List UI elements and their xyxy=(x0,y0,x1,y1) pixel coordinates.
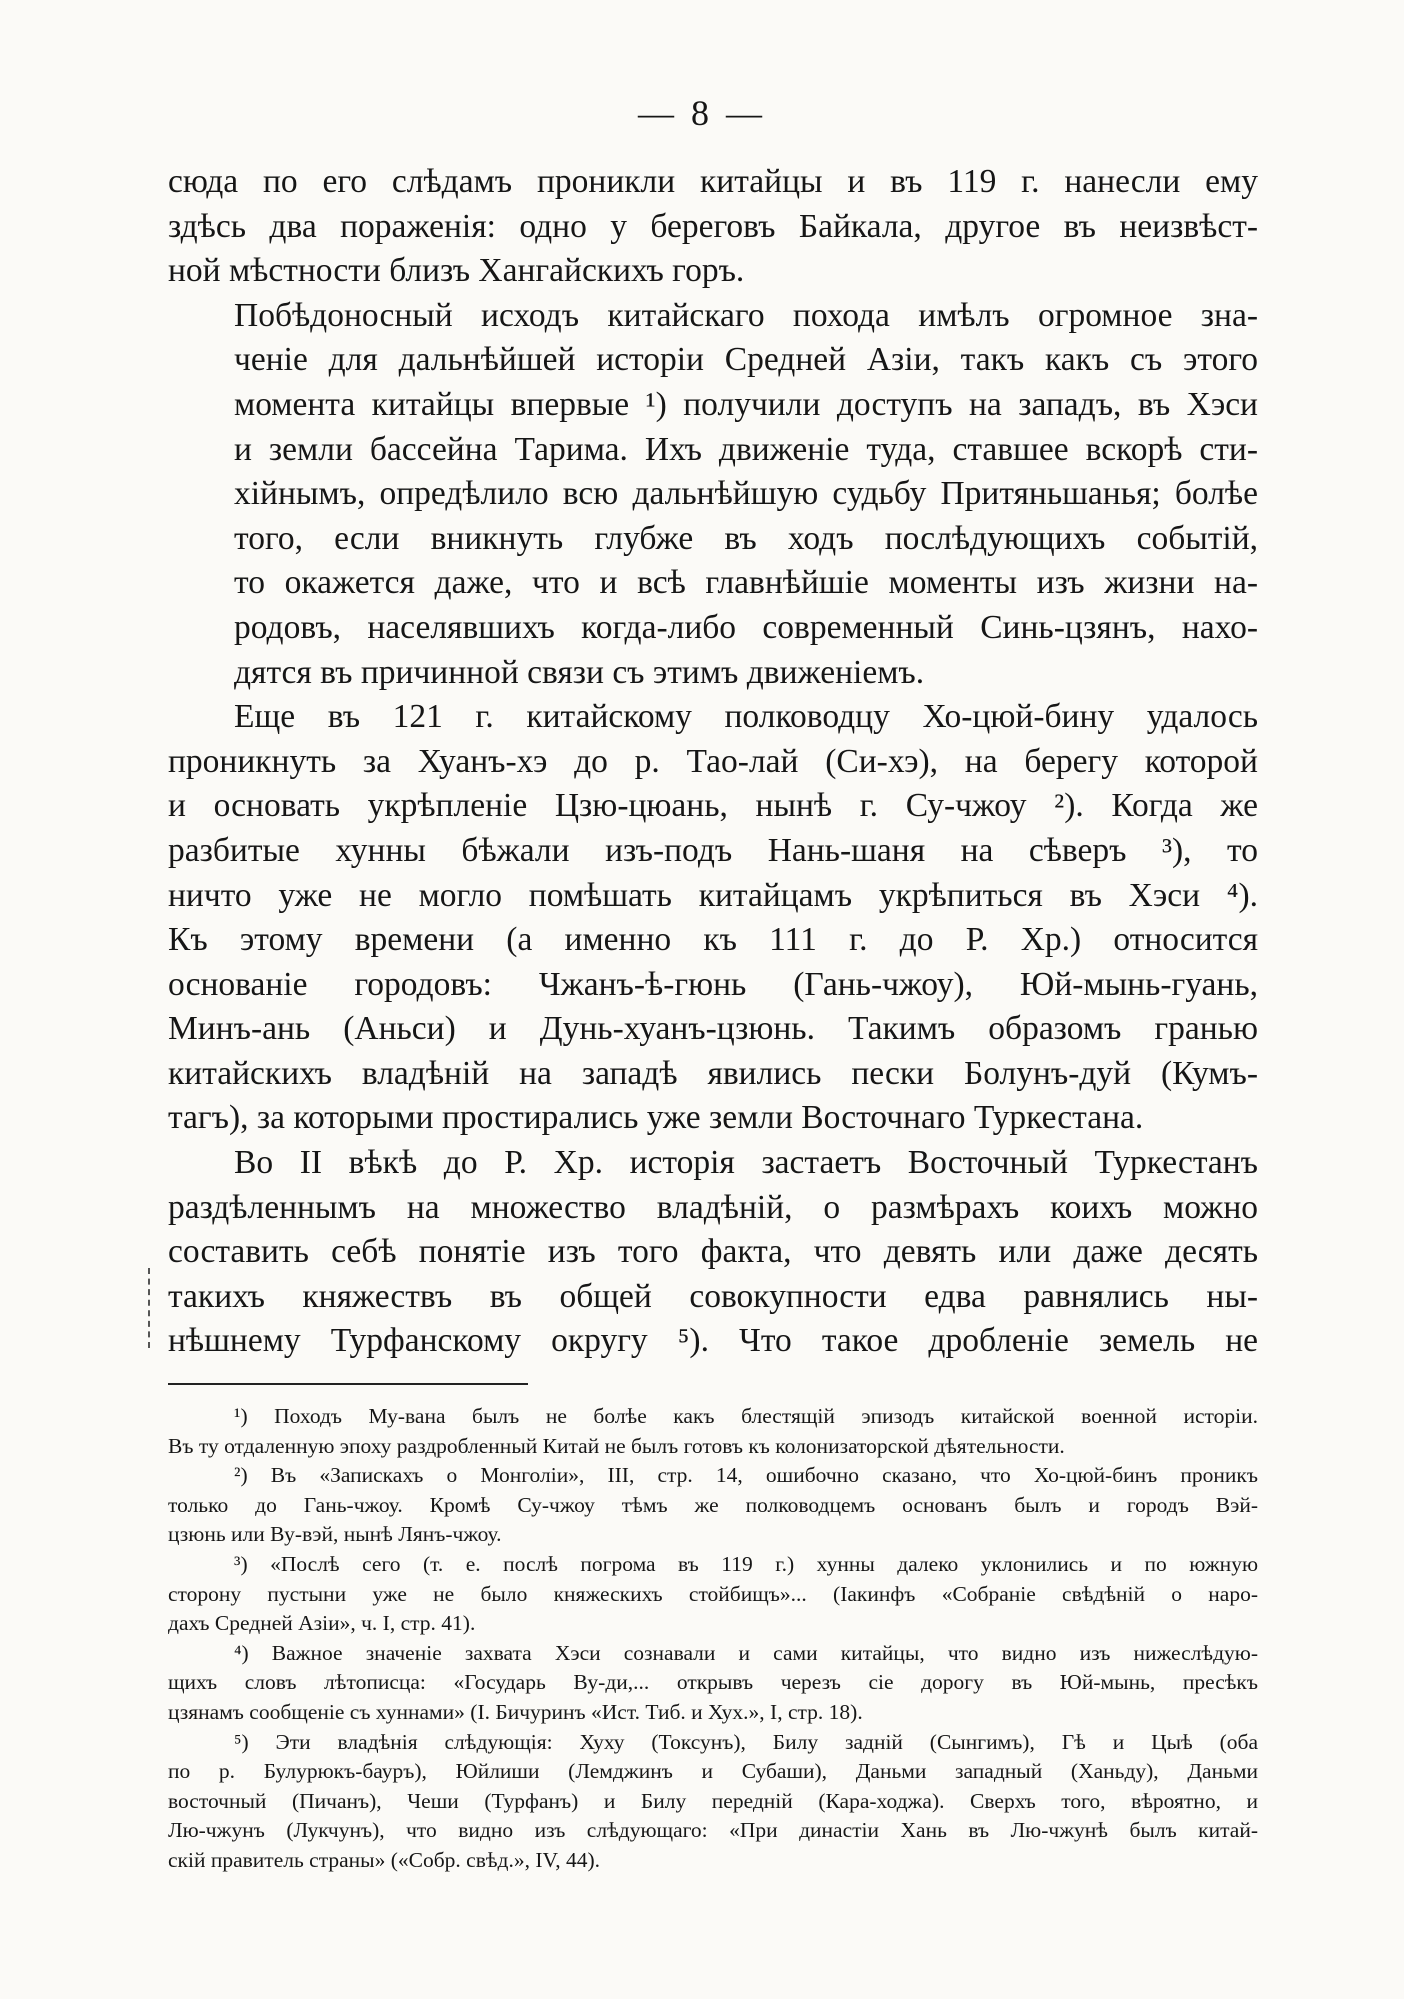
text-line: здѣсь два пораженія: одно у береговъ Байкала, другое въ неизвѣст- xyxy=(168,207,1258,245)
text-line: ченіе для дальнѣйшей исторіи Средней Азіи, такъ какъ съ этого xyxy=(234,341,1258,379)
footnote-2 xyxy=(168,1461,1258,1550)
footnote-line: по р. Булурюкъ-бауръ), Юйлиши (Лемджинъ и Субаши), Даньми западный (Ханьду), Даньми xyxy=(168,1759,1258,1784)
footnote-4 xyxy=(168,1639,1258,1728)
footnote-line: цзюнь или Ву-вэй, нынѣ Лянъ-чжоу. xyxy=(168,1522,502,1547)
paragraph-1 xyxy=(168,160,1258,294)
text-line: нѣшнему Турфанскому округу ⁵). Что такое дробленіе земель не xyxy=(168,1322,1258,1360)
margin-mark xyxy=(148,1268,154,1348)
footnote-line: только до Гань-чжоу. Кромѣ Су-чжоу тѣмъ же полководцемъ основанъ былъ и городъ Вэй- xyxy=(168,1492,1258,1517)
text-line: ной мѣстности близъ Хангайскихъ горъ. xyxy=(168,252,745,290)
text-line: Во II вѣкѣ до Р. Хр. исторія застаетъ Восточный Туркестанъ xyxy=(234,1144,1258,1182)
text-line: дятся въ причинной связи съ этимъ движеніемъ. xyxy=(234,653,925,691)
footnote-line: цзянамъ сообщеніе съ хуннами» (І. Бичуринъ «Ист. Тиб. и Хух.», I, стр. 18). xyxy=(168,1699,863,1724)
text-line: того, если вникнуть глубже въ ходъ послѣдующихъ событій, xyxy=(234,519,1258,557)
text-line: Минъ-ань (Аньси) и Дунь-хуанъ-цзюнь. Такимъ образомъ гранью xyxy=(168,1010,1258,1048)
text-line: такихъ княжествъ въ общей совокупности едва равнялись ны- xyxy=(168,1277,1258,1315)
footnote-separator xyxy=(168,1383,528,1385)
footnote-line: Въ ту отдаленную эпоху раздробленный Китай не былъ готовъ къ колонизаторской дѣятельности. xyxy=(168,1433,1065,1458)
text-line: то окажется даже, что и всѣ главнѣйшіе моменты изъ жизни на- xyxy=(234,564,1258,602)
footnote-line: ⁴) Важное значеніе захвата Хэси сознавали и сами китайцы, что видно изъ нижеслѣдую- xyxy=(234,1640,1258,1665)
footnote-line: восточный (Пичанъ), Чеши (Турфанъ) и Билу передній (Кара-ходжа). Сверхъ того, вѣроятно, и xyxy=(168,1788,1258,1813)
text-line: родовъ, населявшихъ когда-либо современный Синь-цзянъ, нахо- xyxy=(234,608,1258,646)
text-line: Побѣдоносный исходъ китайскаго похода имѣлъ огромное зна- xyxy=(234,296,1258,334)
text-line: основаніе городовъ: Чжанъ-ѣ-гюнь (Гань-чжоу), Юй-мынь-гуань, xyxy=(168,965,1258,1003)
text-line: и основать укрѣпленіе Цзю-цюань, нынѣ г. Су-чжоу ²). Когда же xyxy=(168,787,1258,825)
text-line: момента китайцы впервые ¹) получили доступъ на западъ, въ Хэси xyxy=(234,385,1258,423)
footnote-1 xyxy=(168,1402,1258,1461)
footnote-line: ⁵) Эти владѣнія слѣдующія: Хуху (Токсунъ), Билу задній (Сынгимъ), Гѣ и Цыѣ (оба xyxy=(234,1729,1258,1754)
footnote-line: ²) Въ «Запискахъ о Монголіи», III, стр. 14, ошибочно сказано, что Хо-цюй-бинъ проникъ xyxy=(234,1463,1258,1488)
footnote-line: дахъ Средней Азіи», ч. I, стр. 41). xyxy=(168,1611,476,1636)
paragraph-4 xyxy=(168,1141,1258,1364)
footnote-line: скій правитель страны» («Собр. свѣд.», IV, 44). xyxy=(168,1847,601,1872)
text-line: Еще въ 121 г. китайскому полководцу Хо-цюй-бину удалось xyxy=(234,698,1258,736)
text-line: тагъ), за которыми простирались уже земли Восточнаго Туркестана. xyxy=(168,1099,1144,1137)
paragraph-3 xyxy=(168,695,1258,1141)
footnote-line: щихъ словъ лѣтописца: «Государь Ву-ди,... открывъ черезъ сіе дорогу въ Юй-мынь, пресѣкъ xyxy=(168,1670,1258,1695)
footnote-line: ³) «Послѣ сего (т. е. послѣ погрома въ 119 г.) хунны далеко уклонились и по южную xyxy=(234,1551,1258,1576)
text-line: и земли бассейна Тарима. Ихъ движеніе туда, ставшее вскорѣ сти- xyxy=(234,430,1258,468)
footnote-line: сторону пустыни уже не было княжескихъ стойбищъ»... (Іакинфъ «Собраніе свѣдѣній о наро- xyxy=(168,1581,1258,1606)
text-line: проникнуть за Хуанъ-хэ до р. Тао-лай (Си-хэ), на берегу которой xyxy=(168,742,1258,780)
main-text xyxy=(168,160,1258,1364)
text-line: китайскихъ владѣній на западѣ явились пески Болунъ-дуй (Кумъ- xyxy=(168,1054,1258,1092)
footnote-line: Лю-чжунъ (Лукчунъ), что видно изъ слѣдующаго: «При династіи Хань въ Лю-чжунѣ былъ китай- xyxy=(168,1818,1258,1843)
footnotes xyxy=(168,1402,1258,1876)
footnote-3 xyxy=(168,1550,1258,1639)
text-line: хійнымъ, опредѣлило всю дальнѣйшую судьбу Притяньшанья; болѣе xyxy=(234,475,1258,513)
text-line: составить себѣ понятіе изъ того факта, что девять или даже десять xyxy=(168,1233,1258,1271)
text-line: раздѣленнымъ на множество владѣній, о размѣрахъ коихъ можно xyxy=(168,1188,1258,1226)
text-line: разбитые хунны бѣжали изъ-подъ Нань-шаня на сѣверъ ³), то xyxy=(168,831,1258,869)
text-line: сюда по его слѣдамъ проникли китайцы и въ 119 г. нанесли ему xyxy=(168,163,1258,200)
footnote-5 xyxy=(168,1728,1258,1876)
text-line: ничто уже не могло помѣшать китайцамъ укрѣпиться въ Хэси ⁴). xyxy=(168,876,1258,914)
text-line: Къ этому времени (а именно къ 111 г. до Р. Хр.) относится xyxy=(168,921,1258,959)
footnote-line: ¹) Походъ Му-вана былъ не болѣе какъ блестящій эпизодъ китайской военной исторіи. xyxy=(234,1404,1258,1428)
paragraph-2 xyxy=(168,294,1258,695)
page-number: — 8 — xyxy=(638,93,766,133)
